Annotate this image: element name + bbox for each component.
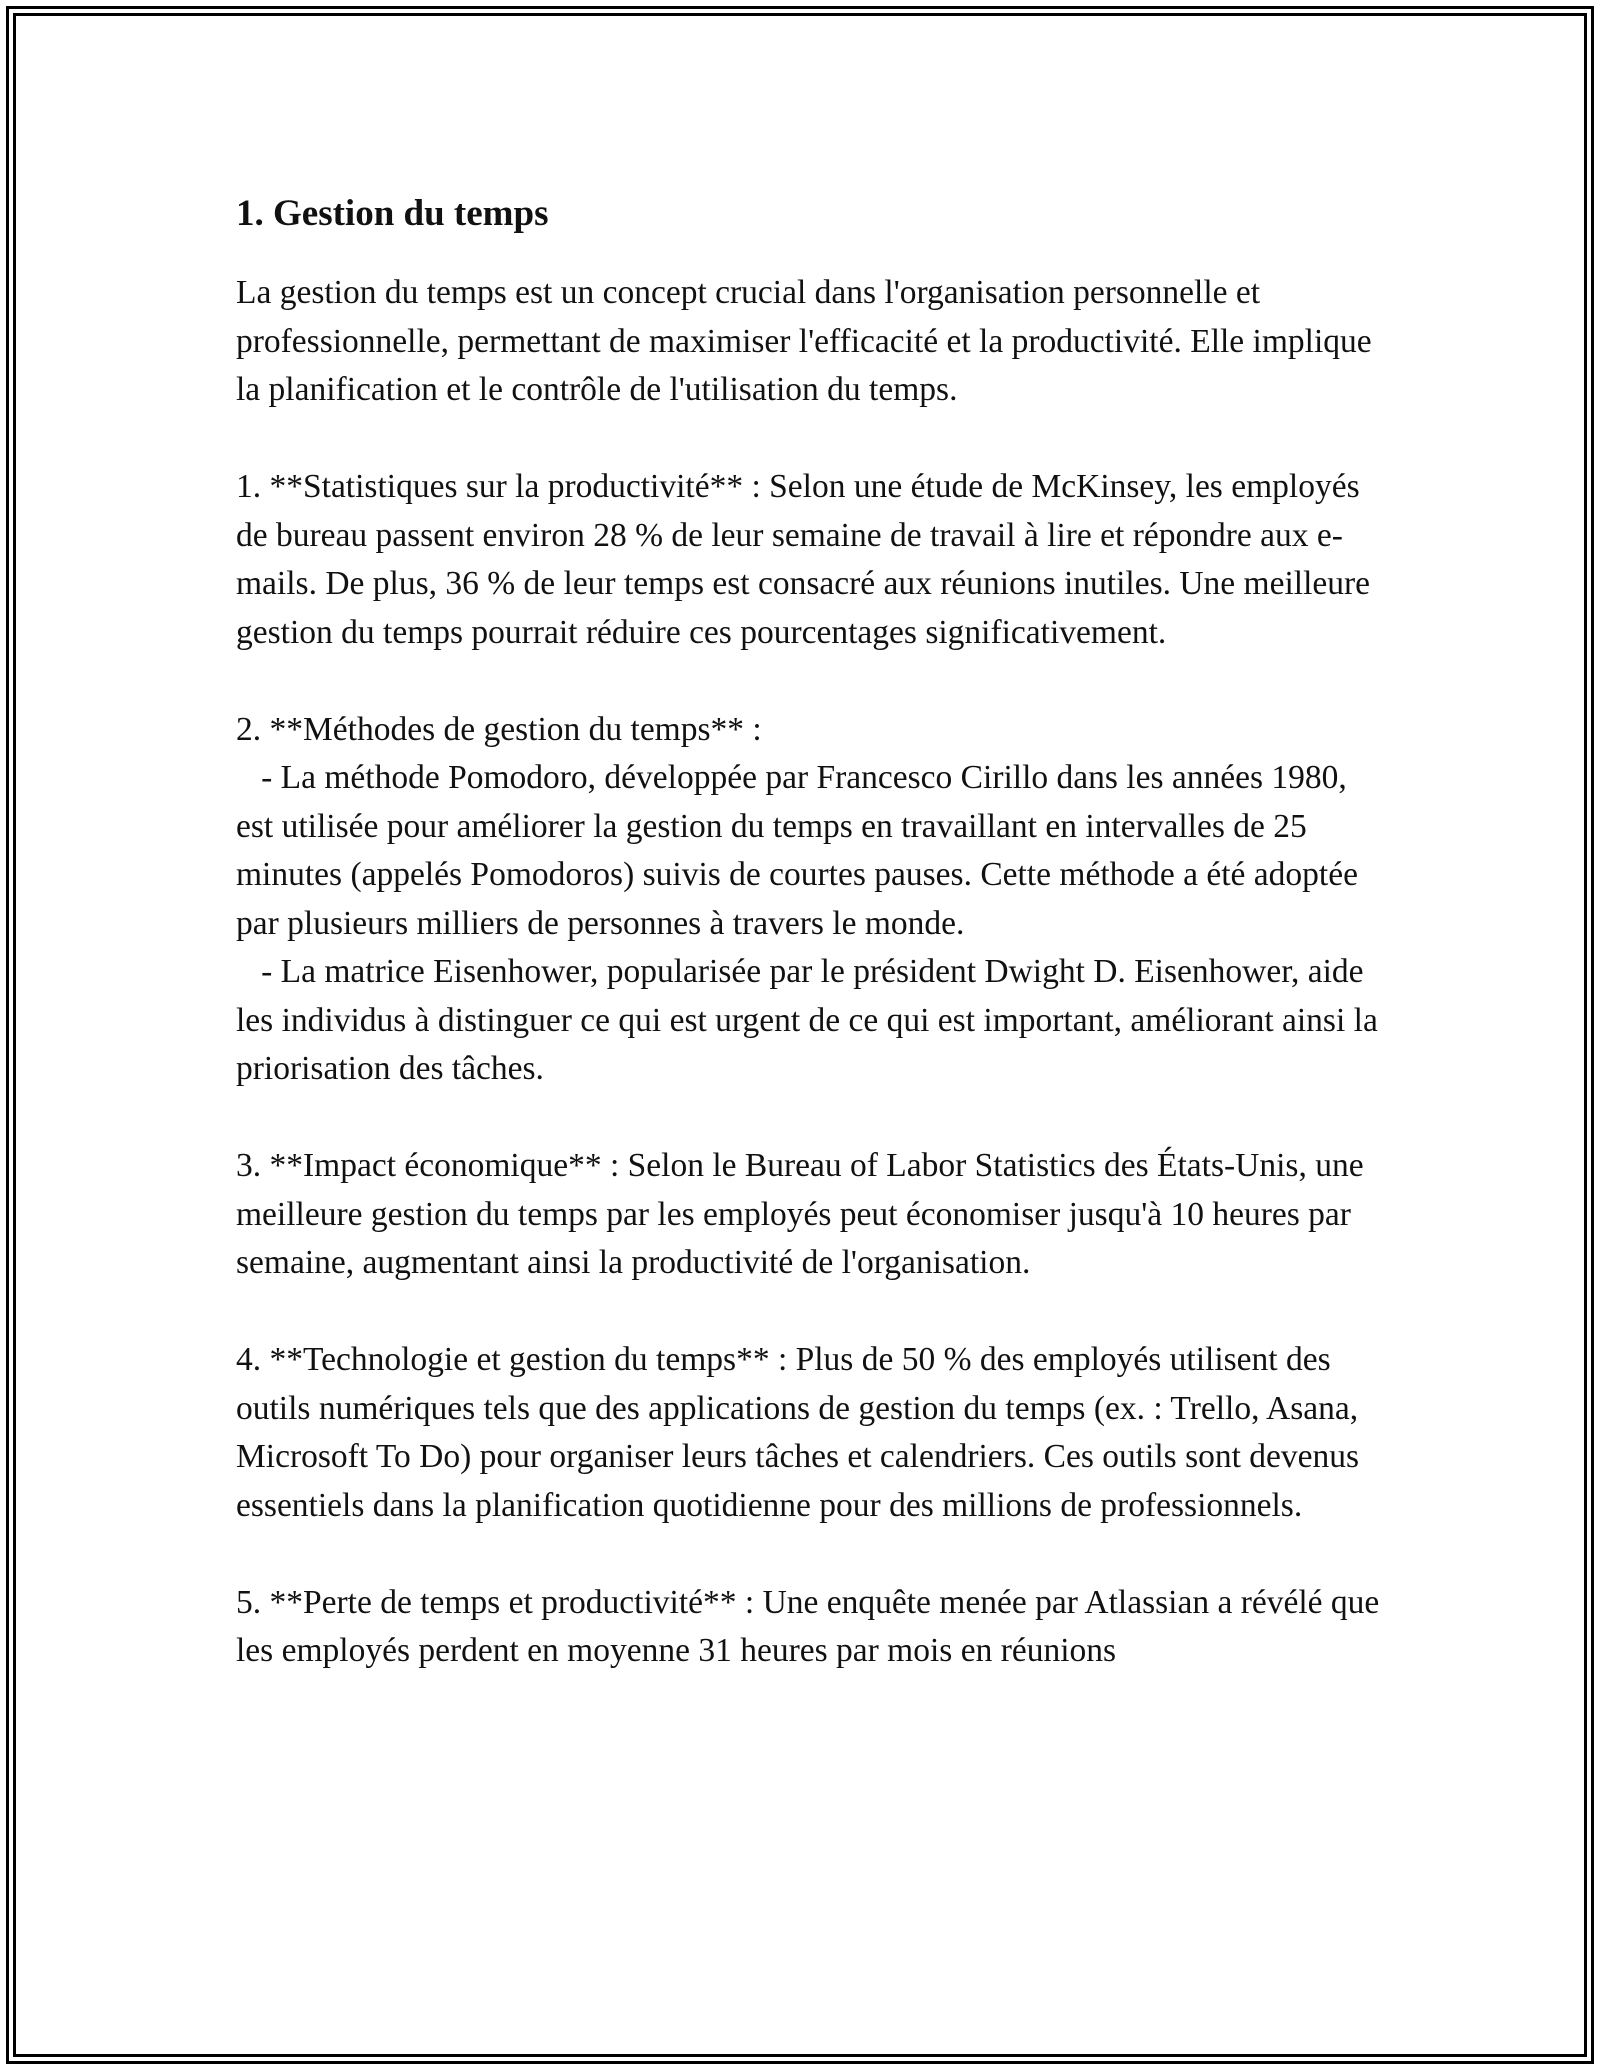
paragraph-gap bbox=[236, 1530, 1386, 1579]
item-eisenhower-bullet: - La matrice Eisenhower, popularisée par le président Dwight D. Eisenhower, aide les individus à distinguer ce qui est urgent de ce qui est important, améliorant ainsi la priorisation des tâches. bbox=[236, 953, 1387, 1087]
intro-paragraph: La gestion du temps est un concept crucial dans l'organisation personnelle et professionnelle, permettant de maximiser l'efficacité et la productivité. Elle implique la planification et le contrôle de l'utilisation du temps. bbox=[236, 274, 1381, 408]
item-economic-impact: 3. **Impact économique** : Selon le Bureau of Labor Statistics des États-Unis, une meilleure gestion du temps par les employés peut économiser jusqu'à 10 heures par semaine, augmentant ainsi la productivité de l'organisation. bbox=[236, 1147, 1372, 1281]
paragraph-gap bbox=[236, 1094, 1386, 1143]
item-productivity-statistics: 1. **Statistiques sur la productivité** : Selon une étude de McKinsey, les employés de bureau passent environ 28 % de leur semaine de travail à lire et répondre aux e-mails. De plus, 36 % de leur temps est consacré aux réunions inutiles. Une meilleure gestion du temps pourrait réduire ces pourcentages significativement. bbox=[236, 468, 1379, 651]
paragraph-gap bbox=[236, 415, 1386, 464]
item-technology: 4. **Technologie et gestion du temps** : Plus de 50 % des employés utilisent des outils numériques tels que des applications de gestion du temps (ex. : Trello, Asana, Microsoft To Do) pour organiser leurs tâches et calendriers. Ces outils sont devenus essentiels dans la planification quotidienne pour des millions de professionnels. bbox=[236, 1341, 1368, 1524]
item-time-loss: 5. **Perte de temps et productivité** : Une enquête menée par Atlassian a révélé que les employés perdent en moyenne 31 heures par mois en réunions bbox=[236, 1583, 1388, 1669]
item-time-management-methods-title: 2. **Méthodes de gestion du temps** : bbox=[236, 710, 762, 748]
paragraph-gap bbox=[236, 657, 1386, 706]
paragraph-gap bbox=[236, 1288, 1386, 1337]
document-body bbox=[236, 185, 1386, 1676]
item-pomodoro-bullet: - La méthode Pomodoro, développée par Francesco Cirillo dans les années 1980, est utilisée pour améliorer la gestion du temps en travaillant en intervalles de 25 minutes (appelés Pomodoros) suivis de courtes pauses. Cette méthode a été adoptée par plusieurs milliers de personnes à travers le monde. bbox=[236, 759, 1367, 942]
section-heading: 1. Gestion du temps bbox=[236, 193, 549, 234]
